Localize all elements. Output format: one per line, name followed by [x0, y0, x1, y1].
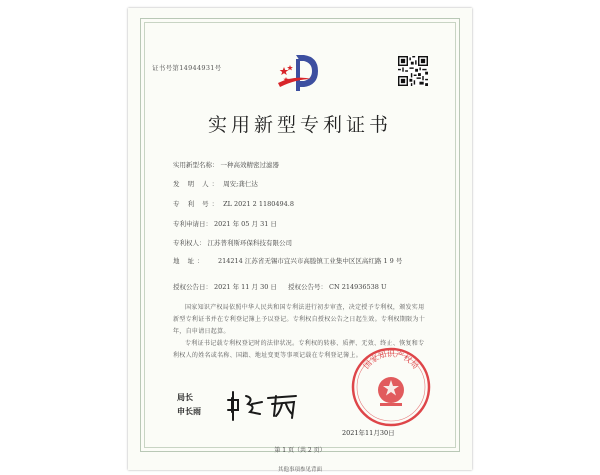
- field-label: 专 利 号：: [173, 200, 222, 208]
- field-label: 专利权人：: [173, 239, 206, 247]
- certificate-title: 实用新型专利证书: [207, 114, 392, 136]
- field-label: 专利申请日：: [173, 220, 212, 228]
- field-value: 一种高效精密过滤器: [220, 161, 279, 169]
- field-label: 地 址：: [173, 257, 207, 265]
- field-patentee: [173, 238, 292, 247]
- field-value: 2021 年 05 月 31 日: [214, 220, 277, 228]
- field-label: 授权公告号：: [288, 283, 327, 291]
- field-label: 授权公告日：: [173, 283, 212, 291]
- field-value: 214214 江苏省无锡市宜兴市高塍镇工业集中区区高红路 1 9 号: [218, 257, 403, 265]
- field-grant-number: [288, 282, 387, 291]
- page-number: 第 1 页（共 2 页）: [274, 447, 326, 454]
- director-signature-icon: [226, 390, 306, 422]
- patent-office-emblem-icon: [274, 53, 326, 93]
- grant-statement-paragraph: 国家知识产权局依照中华人民共和国专利法进行初步审查，决定授予专利权，颁发实用新型专利证书并在专利登记簿上予以登记。专利权自授权公告之日起生效。专利权期限为十年，自申请日起算。: [173, 304, 426, 335]
- field-filing-date: [173, 219, 277, 228]
- legal-status-paragraph: 专利证书记载专利权登记时的法律状况。专利权的转移、质押、无效、终止、恢复和专利权人的姓名或名称、国籍、地址变更等事项记载在专利登记簿上。: [173, 340, 425, 359]
- field-label: 发 明 人：: [173, 180, 222, 188]
- field-patent-number: [173, 199, 294, 208]
- field-inventor: [173, 179, 258, 188]
- director-title: 局长: [177, 393, 193, 402]
- field-address: [173, 256, 431, 278]
- director-name: 申长雨: [177, 407, 201, 416]
- field-value: CN 214936538 U: [329, 283, 387, 291]
- field-value: 江苏普利斯环保科技有限公司: [207, 239, 292, 247]
- issue-date: 2021年11月30日: [342, 429, 395, 437]
- field-value: 周安;龚仁达: [223, 180, 258, 188]
- certificate-sheet: [128, 8, 472, 473]
- field-value: 2021 年 11 月 30 日: [214, 283, 277, 291]
- field-utility-model-name: [173, 160, 279, 169]
- qr-code-icon: [398, 56, 428, 86]
- field-label: 实用新型名称：: [173, 161, 219, 169]
- official-seal-icon: [350, 346, 432, 428]
- field-grant-date: [173, 282, 277, 291]
- footer-note: 其他事项参见背面: [277, 467, 322, 473]
- seal-text: 国家知识产权局: [361, 349, 421, 371]
- field-value: ZL 2021 2 1180494.8: [223, 200, 294, 208]
- certificate-number: 证书号第14944931号: [152, 64, 222, 72]
- svg-text:国家知识产权局: [362, 349, 420, 371]
